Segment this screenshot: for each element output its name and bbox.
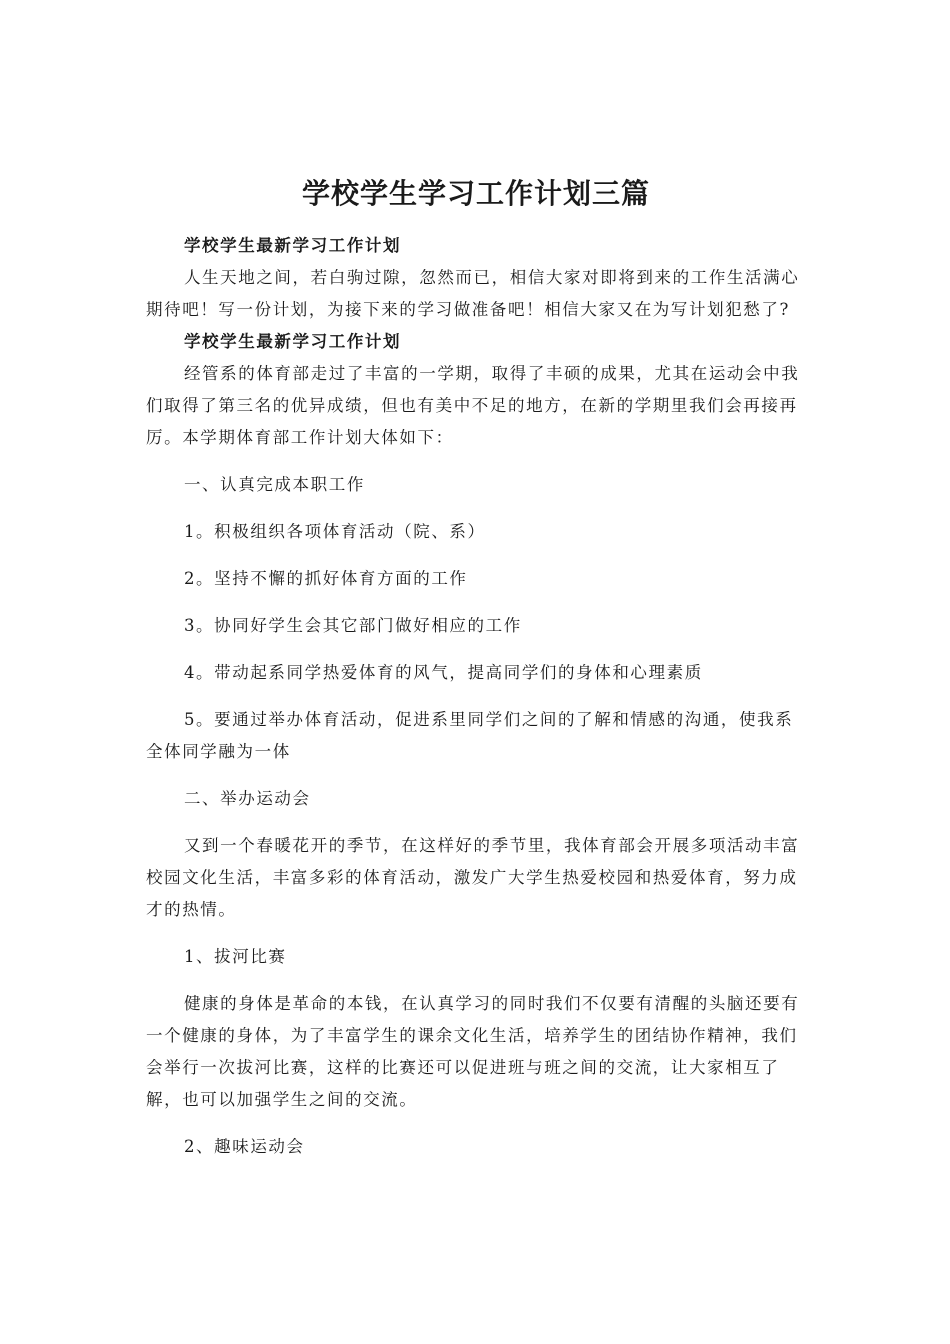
paragraph: 二、举办运动会 bbox=[183, 789, 311, 808]
paragraph: 5。要通过举办体育活动，促进系里同学们之间的了解和情感的沟通，使我系全体同学融为一体 bbox=[146, 710, 794, 761]
paragraph: 1。积极组织各项体育活动（院、系） bbox=[183, 522, 486, 541]
paragraph: 2、趣味运动会 bbox=[183, 1137, 305, 1156]
paragraph: 经管系的体育部走过了丰富的一学期，取得了丰硕的成果，尤其在运动会中我们取得了第三名的优异成绩，但也有美中不足的地方，在新的学期里我们会再接再厉。本学期体育部工作计划大体如下： bbox=[146, 364, 800, 447]
document-page bbox=[146, 172, 806, 1163]
section-heading: 学校学生最新学习工作计划 bbox=[183, 236, 402, 255]
paragraph: 又到一个春暖花开的季节，在这样好的季节里，我体育部会开展多项活动丰富校园文化生活，丰富多彩的体育活动，激发广大学生热爱校园和热爱体育，努力成才的热情。 bbox=[146, 836, 800, 919]
document-body bbox=[146, 230, 806, 1163]
paragraph: 人生天地之间，若白驹过隙，忽然而已，相信大家对即将到来的工作生活满心期待吧！写一份计划，为接下来的学习做准备吧！相信大家又在为写计划犯愁了? bbox=[146, 268, 800, 319]
paragraph: 健康的身体是革命的本钱，在认真学习的同时我们不仅要有清醒的头脑还要有一个健康的身体，为了丰富学生的课余文化生活，培养学生的团结协作精神，我们会举行一次拔河比赛，这样的比赛还可以促进班与班之间的交流，让大家相互了解，也可以加强学生之间的交流。 bbox=[146, 994, 800, 1109]
document-title: 学校学生学习工作计划三篇 bbox=[301, 177, 650, 210]
section-heading: 学校学生最新学习工作计划 bbox=[183, 332, 402, 351]
paragraph: 4。带动起系同学热爱体育的风气，提高同学们的身体和心理素质 bbox=[183, 663, 703, 682]
paragraph: 一、认真完成本职工作 bbox=[183, 475, 365, 494]
paragraph: 2。坚持不懈的抓好体育方面的工作 bbox=[183, 569, 468, 588]
paragraph: 1、拔河比赛 bbox=[183, 947, 287, 966]
paragraph: 3。协同好学生会其它部门做好相应的工作 bbox=[183, 616, 522, 635]
